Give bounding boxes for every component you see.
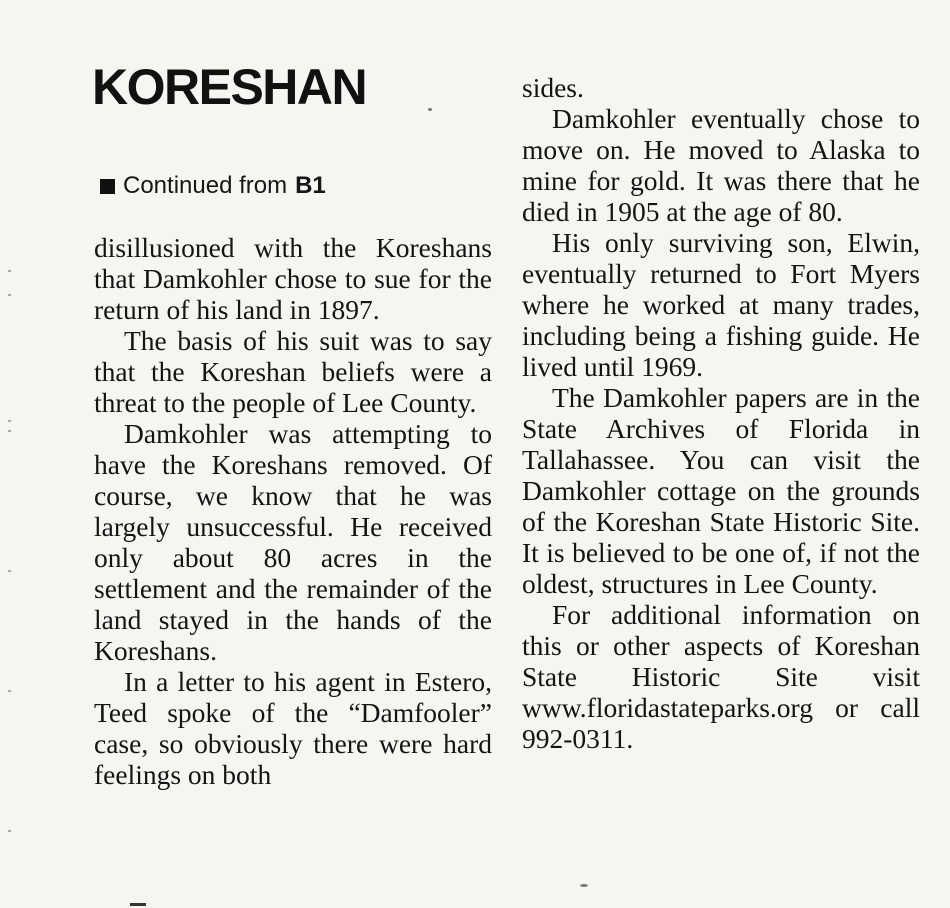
- perforation-marks: [8, 270, 12, 870]
- paragraph: sides.: [522, 72, 584, 103]
- paragraph: The basis of his suit was to say that the Koreshan beliefs were a threat to the people of Lee County.: [94, 325, 492, 418]
- paragraph: Damkohler eventually chose to move on. He moved to Alaska to mine for gold. It was there that he died in 1905 at the age of 80.: [522, 103, 920, 227]
- continued-page-ref: B1: [295, 172, 326, 199]
- print-speck: [428, 108, 432, 111]
- paragraph: His only surviving son, Elwin, eventually returned to Fort Myers where he worked at many trades, including being a fishing guide. He lived until 1969.: [522, 227, 920, 382]
- headline: KORESHAN: [92, 59, 367, 115]
- bullet-square-icon: [100, 179, 115, 194]
- continued-from-line: [100, 172, 326, 200]
- article-column-1: [94, 232, 492, 790]
- paragraph: For additional information on this or other aspects of Koreshan State Historic Site visit www.floridastateparks.org or call 992-0311.: [522, 599, 920, 754]
- paragraph: Damkohler was attempting to have the Koreshans removed. Of course, we know that he was largely unsuccessful. He received only about 80 acres in the settlement and the remainder of the land stayed in the hands of the Koreshans.: [94, 418, 492, 666]
- continued-prefix: Continued from: [123, 172, 288, 199]
- article-column-2: [522, 72, 920, 754]
- paragraph: In a letter to his agent in Estero, Teed spoke of the “Damfooler” case, so obviously there were hard feelings on both: [94, 666, 492, 790]
- print-speck: [580, 884, 588, 887]
- paragraph: disillusioned with the Koreshans that Damkohler chose to sue for the return of his land in 1897.: [94, 232, 492, 325]
- print-mark: [130, 903, 146, 906]
- paragraph: The Damkohler papers are in the State Archives of Florida in Tallahassee. You can visit the Damkohler cottage on the grounds of the Koreshan State Historic Site. It is believed to be one of, if not the oldest, structures in Lee County.: [522, 382, 920, 599]
